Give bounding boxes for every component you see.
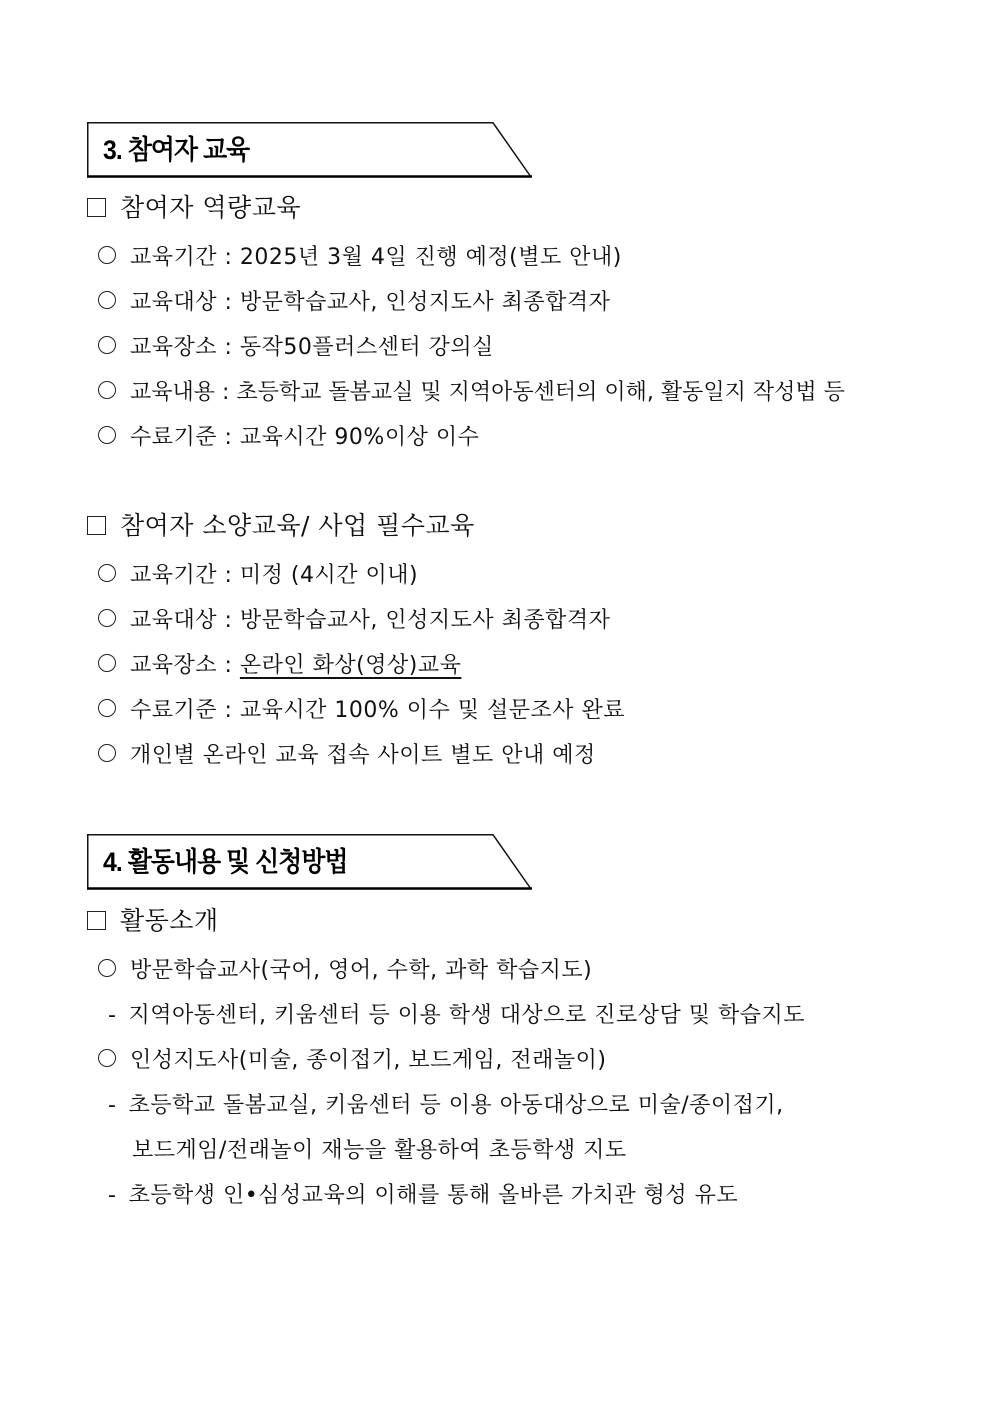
list-subitem [108, 1091, 784, 1121]
list-item [98, 606, 610, 636]
list-item [98, 378, 845, 408]
list-item [98, 423, 479, 453]
circle-bullet-icon [98, 426, 116, 444]
item-text: 개인별 온라인 교육 접속 사이트 별도 안내 예정 [130, 743, 596, 768]
item-value: 방문학습교사, 인성지도사 최종합격자 [239, 608, 611, 633]
item-value: 초등학교 돌봄교실 및 지역아동센터의 이해, 활동일지 작성법 등 [236, 380, 845, 405]
item-separator: : [217, 425, 240, 450]
circle-bullet-icon [98, 654, 116, 672]
subsection-heading [87, 193, 301, 223]
item-label: 교육기간 [130, 245, 218, 270]
item-value-underlined: 온라인 화상(영상)교육 [239, 653, 462, 678]
item-value: 교육시간 90%이상 이수 [239, 425, 480, 450]
square-bullet-icon [87, 516, 106, 535]
list-item [98, 288, 610, 318]
list-subitem [108, 1001, 805, 1031]
item-separator: : [217, 290, 240, 315]
item-label: 수료기준 [130, 698, 218, 723]
item-separator: : [217, 698, 240, 723]
item-text: 인성지도사(미술, 종이접기, 보드게임, 전래놀이) [130, 1048, 607, 1073]
section-title: 4. 활동내용 및 신청방법 [103, 847, 348, 877]
circle-bullet-icon [98, 336, 116, 354]
subsection-heading-text: 참여자 소양교육/ 사업 필수교육 [120, 511, 475, 540]
item-separator: : [217, 245, 240, 270]
subsection-heading [87, 511, 475, 541]
list-item [98, 741, 596, 771]
dash-bullet: - [108, 1183, 117, 1208]
circle-bullet-icon [98, 609, 116, 627]
list-item [98, 1046, 606, 1076]
item-label: 수료기준 [130, 425, 218, 450]
item-text: 지역아동센터, 키움센터 등 이용 학생 대상으로 진로상담 및 학습지도 [128, 1003, 805, 1028]
circle-bullet-icon [98, 699, 116, 717]
section-header-4 [87, 834, 533, 890]
item-label: 교육대상 [130, 290, 218, 315]
item-separator: : [217, 563, 240, 588]
list-item [98, 243, 622, 273]
item-text: 보드게임/전래놀이 재능을 활용하여 초등학생 지도 [132, 1138, 627, 1163]
square-bullet-icon [87, 198, 106, 217]
subsection-heading-text: 활동소개 [120, 906, 219, 935]
item-text: 초등학생 인•심성교육의 이해를 통해 올바른 가치관 형성 유도 [128, 1183, 739, 1208]
circle-bullet-icon [98, 959, 116, 977]
circle-bullet-icon [98, 381, 116, 399]
dash-bullet: - [108, 1003, 117, 1028]
list-item [98, 956, 592, 986]
subsection-heading [87, 906, 219, 936]
item-label: 교육장소 [130, 335, 218, 360]
list-item [98, 561, 418, 591]
subsection-heading-text: 참여자 역량교육 [120, 193, 301, 222]
list-item [98, 651, 461, 681]
item-value: 교육시간 100% 이수 및 설문조사 완료 [239, 698, 626, 723]
item-value: 미정 (4시간 이내) [239, 563, 419, 588]
square-bullet-icon [87, 911, 106, 930]
item-separator: : [217, 608, 240, 633]
circle-bullet-icon [98, 246, 116, 264]
list-subitem [108, 1181, 738, 1211]
list-subitem-continuation [132, 1136, 627, 1166]
circle-bullet-icon [98, 564, 116, 582]
item-label: 교육장소 [130, 653, 218, 678]
section-header-3 [87, 122, 533, 178]
item-label: 교육내용 [130, 380, 216, 405]
item-separator: : [215, 380, 237, 405]
item-separator: : [217, 653, 240, 678]
circle-bullet-icon [98, 744, 116, 762]
item-label: 교육대상 [130, 608, 218, 633]
list-item [98, 333, 494, 363]
item-text: 초등학교 돌봄교실, 키움센터 등 이용 아동대상으로 미술/종이접기, [128, 1093, 784, 1118]
item-text: 방문학습교사(국어, 영어, 수학, 과학 학습지도) [130, 958, 593, 983]
dash-bullet: - [108, 1093, 117, 1118]
circle-bullet-icon [98, 291, 116, 309]
item-value: 2025년 3월 4일 진행 예정(별도 안내) [239, 245, 622, 270]
section-title: 3. 참여자 교육 [103, 135, 250, 165]
item-value: 동작50플러스센터 강의실 [239, 335, 494, 360]
item-value: 방문학습교사, 인성지도사 최종합격자 [239, 290, 611, 315]
circle-bullet-icon [98, 1049, 116, 1067]
item-separator: : [217, 335, 240, 360]
list-item [98, 696, 625, 726]
item-label: 교육기간 [130, 563, 218, 588]
